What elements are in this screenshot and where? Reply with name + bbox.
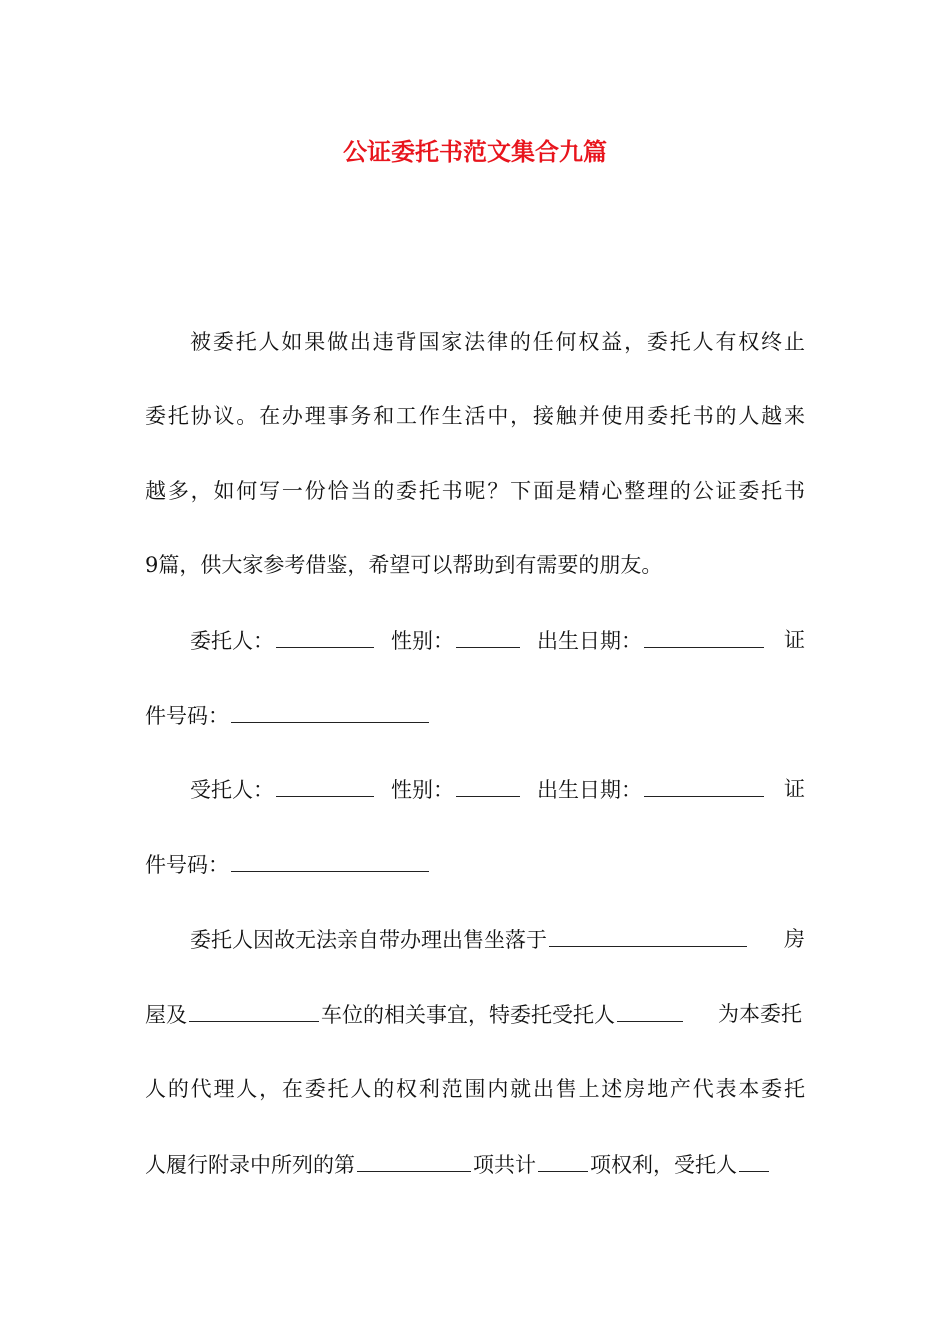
parking-blank[interactable] [189, 999, 319, 1022]
agent-gender-label: 性别： [391, 778, 454, 802]
agent-name-blank[interactable] [276, 774, 374, 797]
agent-id-row [145, 849, 431, 879]
principal-id-label: 件号码： [145, 704, 229, 728]
principal-row [190, 625, 376, 655]
agent-id-label-start: 证 [784, 777, 805, 801]
document-title: 公证委托书范文集合九篇 [343, 137, 607, 166]
principal-gender-blank[interactable] [456, 625, 520, 648]
body-line-4-text-b: 项共计 [473, 1153, 536, 1177]
intro-line-4: 9篇，供大家参考借鉴，希望可以帮助到有需要的朋友。 [145, 553, 663, 577]
principal-id-row [145, 700, 431, 730]
agent-id-blank[interactable] [231, 849, 429, 872]
agent-assign-blank[interactable] [617, 999, 683, 1022]
principal-birth-blank[interactable] [644, 625, 764, 648]
body-line-4-text-a: 人履行附录中所列的第 [145, 1153, 355, 1177]
agent-birth-group [537, 774, 766, 804]
agent-birth-blank[interactable] [644, 774, 764, 797]
body-line-2-text-b: 车位的相关事宜，特委托受托人 [321, 1003, 615, 1027]
property-location-blank[interactable] [549, 924, 747, 947]
intro-line-3: 越多，如何写一份恰当的委托书呢？下面是精心整理的公证委托书 [145, 479, 805, 503]
body-line-2-end: 为本委托 [718, 1002, 802, 1026]
agent-gender-group [391, 774, 522, 804]
item-number-blank[interactable] [357, 1149, 471, 1172]
principal-name-blank[interactable] [276, 625, 374, 648]
agent-id-label: 件号码： [145, 853, 229, 877]
intro-line-2: 委托协议。在办理事务和工作生活中，接触并使用委托书的人越来 [145, 404, 805, 428]
body-line-4 [145, 1149, 771, 1179]
body-line-1-text: 委托人因故无法亲自带办理出售坐落于 [190, 928, 547, 952]
body-line-3: 人的代理人，在委托人的权利范围内就出售上述房地产代表本委托 [145, 1077, 805, 1101]
item-count-blank[interactable] [538, 1149, 588, 1172]
principal-birth-label: 出生日期： [537, 629, 642, 653]
agent-row [190, 774, 376, 804]
body-line-2-text-a: 屋及 [145, 1003, 187, 1027]
agent-trailing-blank[interactable] [739, 1149, 769, 1172]
principal-gender-label: 性别： [391, 629, 454, 653]
agent-birth-label: 出生日期： [537, 778, 642, 802]
principal-name-label: 委托人： [190, 629, 274, 653]
body-line-4-text-c: 项权利，受托人 [590, 1153, 737, 1177]
body-line-1 [190, 924, 749, 954]
body-line-1-end: 房 [784, 927, 805, 951]
principal-id-label-start: 证 [784, 628, 805, 652]
principal-gender-group [391, 625, 522, 655]
body-line-2 [145, 999, 685, 1029]
agent-gender-blank[interactable] [456, 774, 520, 797]
principal-birth-group [537, 625, 766, 655]
agent-name-label: 受托人： [190, 778, 274, 802]
intro-line-1: 被委托人如果做出违背国家法律的任何权益，委托人有权终止 [190, 330, 805, 354]
principal-id-blank[interactable] [231, 700, 429, 723]
